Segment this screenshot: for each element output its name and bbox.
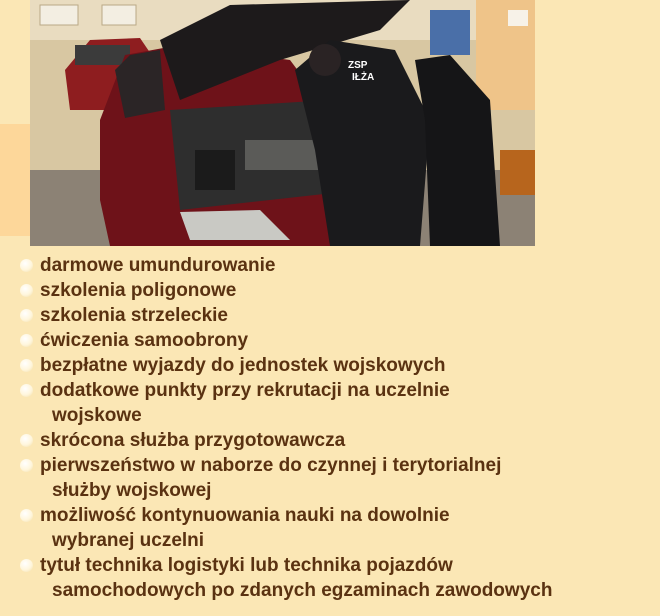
bullet-icon [20,309,33,322]
list-item [18,328,658,353]
list-item [18,378,658,428]
list-item-continuation: służby wojskowej [52,480,212,501]
list-item-text: dodatkowe punkty przy rekrutacji na uczelnie [40,380,450,401]
jacket-text-ilza: IŁŻA [352,72,375,83]
bullet-icon [20,334,33,347]
list-item [18,353,658,378]
list-item-text: bezpłatne wyjazdy do jednostek wojskowych [40,355,446,376]
bullet-icon [20,359,33,372]
bullet-icon [20,259,33,272]
list-item-continuation: wybranej uczelni [52,530,205,551]
bullet-icon [20,459,33,472]
bullet-icon [20,284,33,297]
photo-mechanics-car-engine [30,0,535,246]
bullet-icon [20,509,33,522]
list-item [18,253,658,278]
list-item [18,428,658,453]
list-item-text: skrócona służba przygotowawcza [40,430,346,451]
bullet-icon [20,559,33,572]
list-item-continuation: wojskowe [52,405,142,426]
bullet-icon [20,384,33,397]
list-item [18,303,658,328]
bullet-icon [20,434,33,447]
list-item-text: szkolenia poligonowe [40,280,237,301]
workshop-photo [30,0,535,246]
list-item-text: ćwiczenia samoobrony [40,330,249,351]
list-item-text: szkolenia strzeleckie [40,305,228,326]
list-item [18,278,658,303]
list-item-text: tytuł technika logistyki lub technika pojazdów [40,555,453,576]
list-item [18,453,658,503]
list-item-text: możliwość kontynuowania nauki na dowolnie [40,505,450,526]
list-item-continuation: samochodowych po zdanych egzaminach zawodowych [52,580,553,601]
list-item [18,503,658,553]
list-item [18,553,658,603]
list-item-text: darmowe umundurowanie [40,255,276,276]
benefits-list [18,253,658,603]
jacket-text-zsp: ZSP [348,60,368,71]
side-accent-band [0,124,30,236]
list-item-text: pierwszeństwo w naborze do czynnej i terytorialnej [40,455,502,476]
